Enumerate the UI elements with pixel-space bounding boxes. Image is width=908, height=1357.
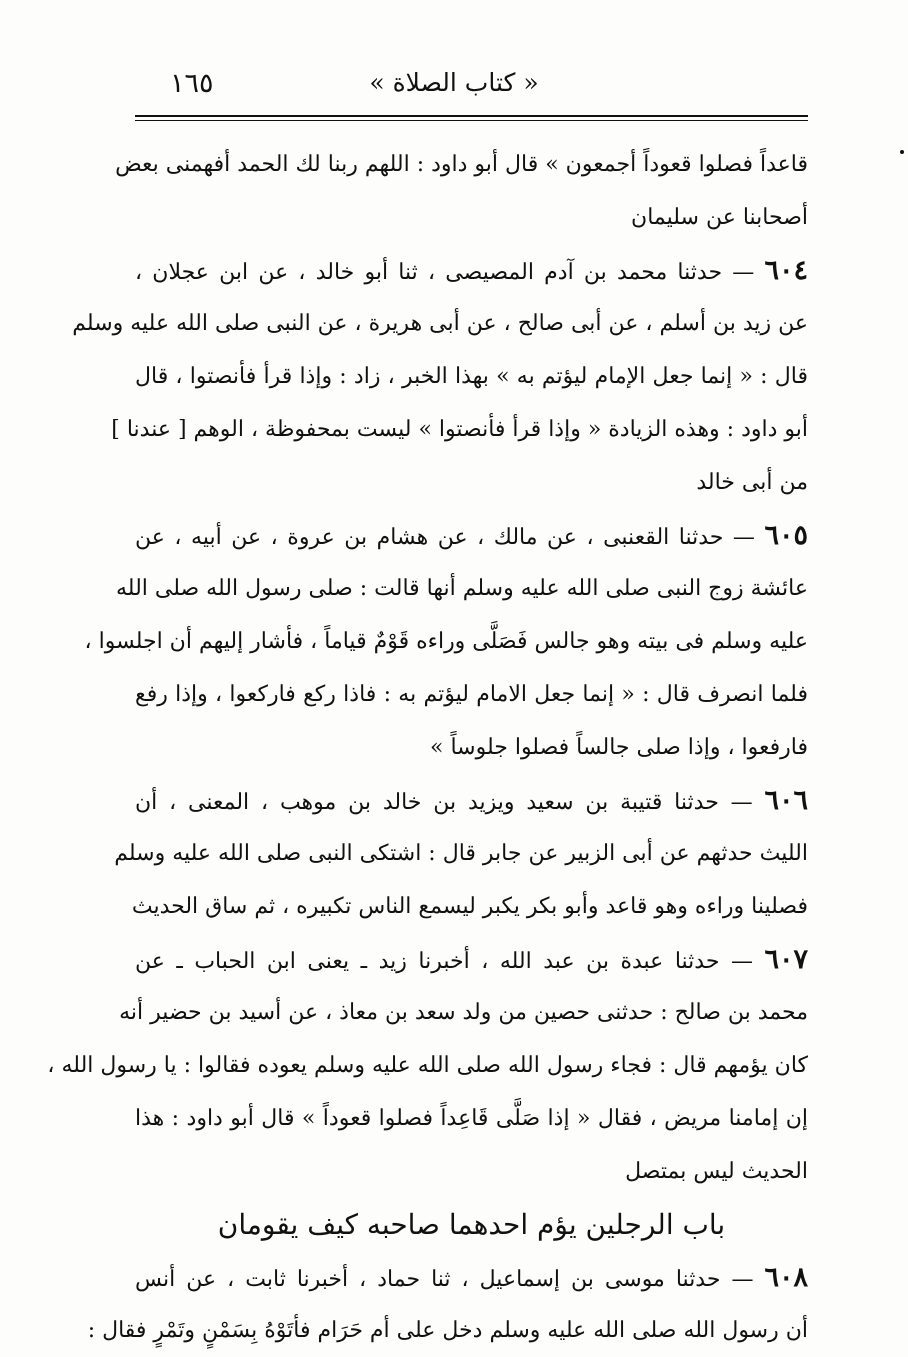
text-line: أن رسول الله صلى الله عليه وسلم دخل على أم حَرَام فأتَوْهُ بِسَمْنٍ وتَمْرٍ فقال : — [87, 1318, 808, 1343]
hadith-first-line — [135, 933, 808, 986]
text-segment: — حدثنا عبدة بن عبد الله ، أخبرنا زيد ـ يعنى ابن الحباب ـ عن — [135, 949, 753, 974]
margin-dot — [900, 150, 904, 154]
text-line: أبو داود : وهذه الزيادة « وإذا قرأ فأنصتوا » ليست بمحفوظة ، الوهم [ عندنا ] — [111, 417, 808, 442]
text-line: أصحابنا عن سليمان — [631, 205, 808, 230]
hadith-number: ٦٠٧ — [764, 944, 808, 975]
hadith-number: ٦٠٤ — [764, 255, 808, 286]
page-header — [0, 60, 908, 110]
hadith-first-line — [135, 509, 808, 562]
text-line: الليث حدثهم عن أبى الزبير عن جابر قال : اشتكى النبى صلى الله عليه وسلم — [114, 841, 808, 866]
header-rule-thin — [135, 120, 808, 121]
text-line: عائشة زوج النبى صلى الله عليه وسلم أنها قالت : صلى رسول الله صلى الله — [116, 576, 808, 601]
text-line: الحديث ليس بمتصل — [625, 1159, 808, 1184]
text-line: محمد بن صالح : حدثنى حصين من ولد سعد بن معاذ ، عن أسيد بن حضير أنه — [119, 1000, 808, 1025]
text-segment: — حدثنا محمد بن آدم المصيصى ، ثنا أبو خالد ، عن ابن عجلان ، — [135, 260, 755, 285]
hadith-first-line — [135, 1251, 808, 1304]
text-line: فارفعوا ، وإذا صلى جالساً فصلوا جلوساً » — [430, 735, 808, 760]
text-line: قاعداً فصلوا قعوداً أجمعون » قال أبو داود : اللهم ربنا لك الحمد أفهمنى بعض — [115, 152, 808, 177]
chapter-heading: باب الرجلين يؤم احدهما صاحبه كيف يقومان — [217, 1208, 726, 1241]
text-line: قال : « إنما جعل الإمام ليؤتم به » بهذا الخبر ، زاد : وإذا قرأ فأنصتوا ، قال — [135, 364, 808, 389]
text-line: عن زيد بن أسلم ، عن أبى صالح ، عن أبى هريرة ، عن النبى صلى الله عليه وسلم — [72, 311, 808, 336]
running-title: « كتاب الصلاة » — [369, 68, 539, 97]
text-line: من أبى خالد — [696, 470, 808, 495]
page-number: ١٦٥ — [170, 68, 214, 99]
text-segment: — حدثنا قتيبة بن سعيد ويزيد بن خالد بن موهب ، المعنى ، أن — [135, 790, 753, 815]
hadith-number: ٦٠٦ — [764, 785, 808, 816]
hadith-number: ٦٠٨ — [764, 1262, 808, 1293]
text-line: فصلينا وراءه وهو قاعد وأبو بكر يكبر ليسمع الناس تكبيره ، ثم ساق الحديث — [131, 894, 808, 919]
hadith-first-line — [135, 774, 808, 827]
text-line: عليه وسلم فى بيته وهو جالس فَصَلَّى وراءه قَوْمٌ قياماً ، فأشار إليهم أن اجلسوا ، — [84, 629, 808, 654]
text-line: إن إمامنا مريض ، فقال « إذا صَلَّى قَاعِداً فصلوا قعوداً » قال أبو داود : هذا — [135, 1106, 808, 1131]
text-line: كان يؤمهم قال : فجاء رسول الله صلى الله عليه وسلم يعوده فقالوا : يا رسول الله ، — [47, 1053, 808, 1078]
header-rule — [135, 115, 808, 117]
hadith-number: ٦٠٥ — [764, 520, 808, 551]
hadith-first-line — [135, 244, 808, 297]
text-segment: — حدثنا موسى بن إسماعيل ، ثنا حماد ، أخبرنا ثابت ، عن أنس — [135, 1267, 754, 1292]
text-line: فلما انصرف قال : « إنما جعل الامام ليؤتم به : فاذا ركع فاركعوا ، وإذا رفع — [135, 682, 808, 707]
text-segment: — حدثنا القعنبى ، عن مالك ، عن هشام بن عروة ، عن أبيه ، عن — [135, 525, 755, 550]
page-body — [47, 138, 808, 1357]
